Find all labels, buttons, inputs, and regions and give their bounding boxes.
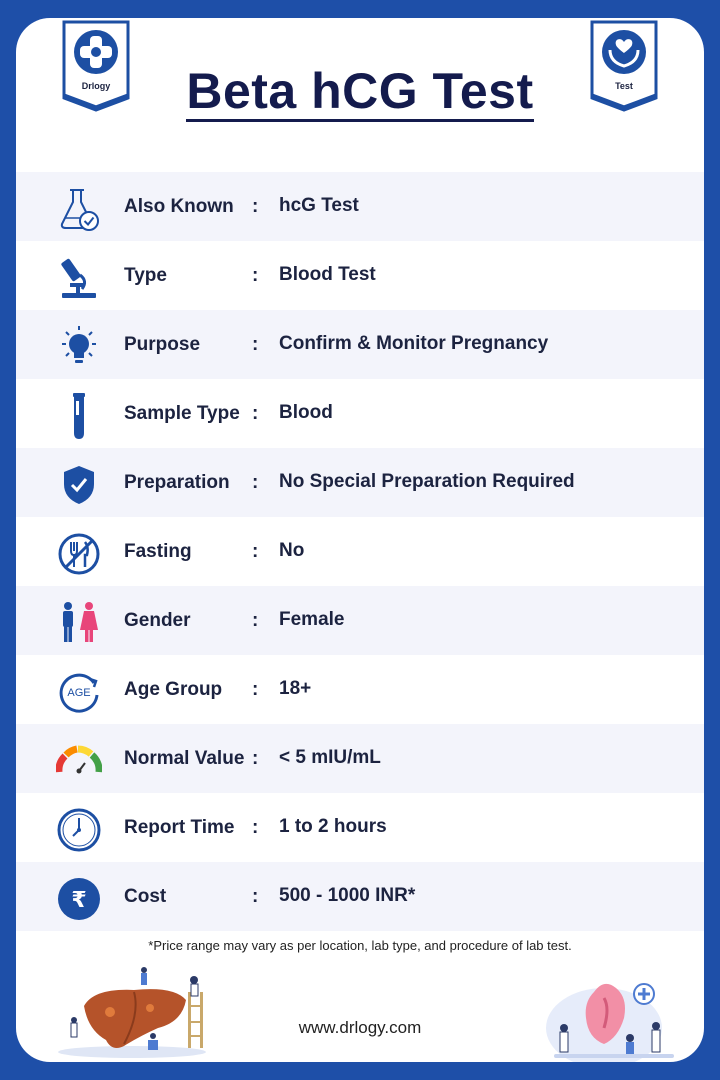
- row-label: Gender: [124, 610, 191, 631]
- row-type: [16, 241, 704, 310]
- row-label: Cost: [124, 886, 167, 907]
- gauge-icon: [56, 738, 102, 784]
- row-purpose: [16, 310, 704, 379]
- rupee-symbol: ₹: [71, 888, 87, 913]
- row-colon: :: [252, 610, 259, 631]
- page-title: Beta hCG Test: [16, 62, 704, 120]
- row-report-time: [16, 793, 704, 862]
- row-colon: :: [252, 679, 259, 700]
- row-value: 18+: [279, 678, 312, 699]
- row-colon: :: [252, 403, 259, 424]
- info-rows: [16, 172, 704, 931]
- age-icon-text: AGE: [67, 687, 91, 699]
- row-colon: :: [252, 817, 259, 838]
- row-gender: [16, 586, 704, 655]
- row-label: Report Time: [124, 817, 235, 838]
- row-value: hcG Test: [279, 195, 359, 216]
- test-badge: [590, 20, 658, 112]
- row-label: Purpose: [124, 334, 201, 355]
- row-label: Preparation: [124, 472, 230, 493]
- shield-check-icon: [56, 462, 102, 508]
- row-normal-value: [16, 724, 704, 793]
- website-link[interactable]: www.drlogy.com: [298, 1018, 422, 1037]
- price-note: *Price range may vary as per location, lab type, and procedure of lab test.: [148, 938, 572, 953]
- row-value: < 5 mIU/mL: [279, 747, 381, 768]
- row-colon: :: [252, 886, 259, 907]
- lightbulb-icon: [56, 324, 102, 370]
- male-female-icon: [56, 600, 102, 646]
- clock-icon: [56, 807, 102, 853]
- row-colon: :: [252, 472, 259, 493]
- microscope-icon: [56, 255, 102, 301]
- row-value: 500 - 1000 INR*: [279, 885, 416, 906]
- liver-illustration: [54, 966, 214, 1062]
- row-label: Normal Value: [124, 748, 245, 769]
- rupee-icon: [56, 876, 102, 922]
- test-info-card: [16, 18, 704, 1062]
- flask-check-icon: [56, 186, 102, 232]
- medical-team-illustration: [534, 968, 684, 1062]
- row-colon: :: [252, 541, 259, 562]
- row-value: No Special Preparation Required: [279, 471, 575, 492]
- row-also-known: [16, 172, 704, 241]
- row-colon: :: [252, 196, 259, 217]
- age-icon: [56, 669, 102, 715]
- row-value: Blood Test: [279, 264, 376, 285]
- row-sample-type: [16, 379, 704, 448]
- test-tube-icon: [56, 393, 102, 439]
- badge-right-label: Test: [615, 81, 633, 91]
- row-fasting: [16, 517, 704, 586]
- no-fork-knife-icon: [56, 531, 102, 577]
- row-label: Also Known: [124, 196, 234, 217]
- row-label: Fasting: [124, 541, 192, 562]
- row-label: Type: [124, 265, 167, 286]
- row-value: 1 to 2 hours: [279, 816, 387, 837]
- row-age-group: [16, 655, 704, 724]
- row-value: No: [279, 540, 305, 561]
- row-value: Confirm & Monitor Pregnancy: [279, 333, 549, 354]
- row-label: Sample Type: [124, 403, 240, 424]
- row-colon: :: [252, 748, 259, 769]
- row-value: Blood: [279, 402, 333, 423]
- row-colon: :: [252, 334, 259, 355]
- row-cost: [16, 862, 704, 931]
- badge-left-label: Drlogy: [81, 81, 111, 91]
- row-colon: :: [252, 265, 259, 286]
- row-value: Female: [279, 609, 345, 630]
- row-preparation: [16, 448, 704, 517]
- row-label: Age Group: [124, 679, 223, 700]
